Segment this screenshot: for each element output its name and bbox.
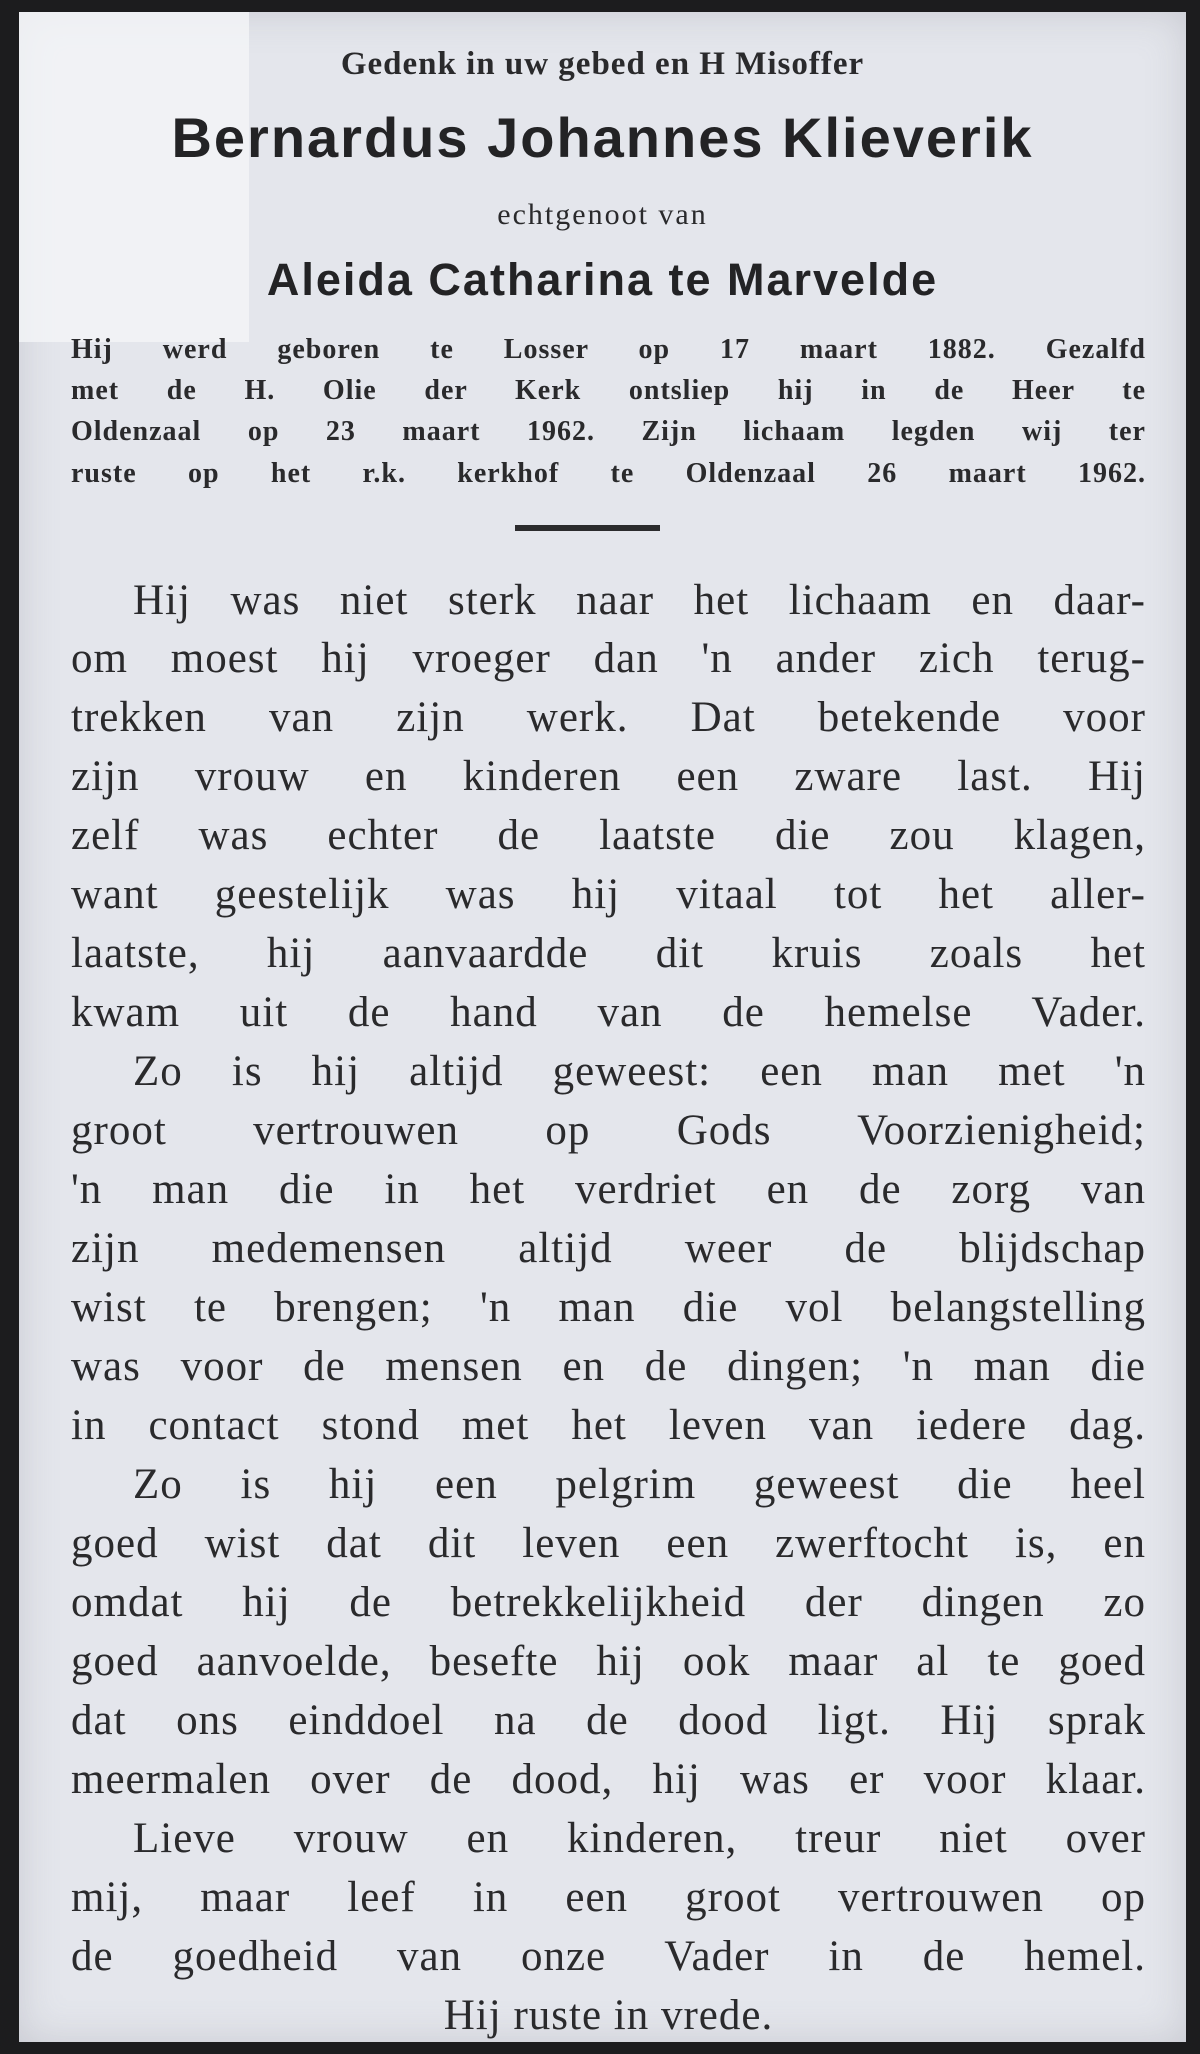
text-line: kwam uit de hand van de hemelse Vader. bbox=[71, 989, 1146, 1036]
bio-line: ruste op het r.k. kerkhof te Oldenzaal 26 maart 1962. bbox=[71, 458, 1146, 489]
text-line: de goedheid van onze Vader in de hemel. bbox=[71, 1933, 1146, 1980]
section-divider bbox=[515, 525, 660, 531]
bio-line: Oldenzaal op 23 maart 1962. Zijn lichaam legden wij ter bbox=[71, 416, 1146, 447]
text-line: zijn medemensen altijd weer de blijdschap bbox=[71, 1225, 1146, 1272]
spouse-label: echtgenoot van bbox=[497, 198, 708, 231]
text-line: trekken van zijn werk. Dat betekende voor bbox=[71, 694, 1146, 741]
card-content bbox=[19, 12, 1186, 2042]
text-line: mij, maar leef in een groot vertrouwen op bbox=[71, 1874, 1146, 1921]
text-line: zelf was echter de laatste die zou klagen, bbox=[71, 812, 1146, 859]
text-line: zijn vrouw en kinderen een zware last. Hij bbox=[71, 753, 1146, 800]
text-line: Lieve vrouw en kinderen, treur niet over bbox=[133, 1815, 1146, 1862]
text-line: Zo is hij altijd geweest: een man met 'n bbox=[133, 1048, 1146, 1095]
text-line: goed aanvoelde, besefte hij ook maar al te goed bbox=[71, 1638, 1146, 1685]
text-line: Zo is hij een pelgrim geweest die heel bbox=[133, 1461, 1146, 1508]
prayer-request-line: Gedenk in uw gebed en H Misoffer bbox=[340, 46, 865, 82]
text-line: groot vertrouwen op Gods Voorzienigheid; bbox=[71, 1107, 1146, 1154]
text-line: want geestelijk was hij vitaal tot het aller- bbox=[71, 871, 1146, 918]
text-line: laatste, hij aanvaardde dit kruis zoals het bbox=[71, 930, 1146, 977]
bio-line: met de H. Olie der Kerk ontsliep hij in de Heer te bbox=[71, 375, 1146, 406]
text-line: meermalen over de dood, hij was er voor klaar. bbox=[71, 1756, 1146, 1803]
text-line: Hij was niet sterk naar het lichaam en daar- bbox=[133, 577, 1146, 624]
text-line: 'n man die in het verdriet en de zorg van bbox=[71, 1166, 1146, 1213]
text-line: goed wist dat dit leven een zwerftocht is, en bbox=[71, 1520, 1146, 1567]
text-line: in contact stond met het leven van iedere dag. bbox=[71, 1402, 1146, 1449]
text-line: om moest hij vroeger dan 'n ander zich terug- bbox=[71, 635, 1146, 682]
text-line: dat ons einddoel na de dood ligt. Hij sprak bbox=[71, 1697, 1146, 1744]
memorial-card bbox=[19, 12, 1186, 2042]
bio-line: Hij werd geboren te Losser op 17 maart 1882. Gezalfd bbox=[71, 334, 1146, 365]
text-line: wist te brengen; 'n man die vol belangstelling bbox=[71, 1284, 1146, 1331]
text-line: omdat hij de betrekkelijkheid der dingen zo bbox=[71, 1579, 1146, 1626]
closing-line: Hij ruste in vrede. bbox=[443, 1992, 774, 2039]
text-line: was voor de mensen en de dingen; 'n man die bbox=[71, 1343, 1146, 1390]
spouse-name: Aleida Catharina te Marvelde bbox=[266, 254, 939, 305]
deceased-name: Bernardus Johannes Klieverik bbox=[171, 106, 1034, 169]
